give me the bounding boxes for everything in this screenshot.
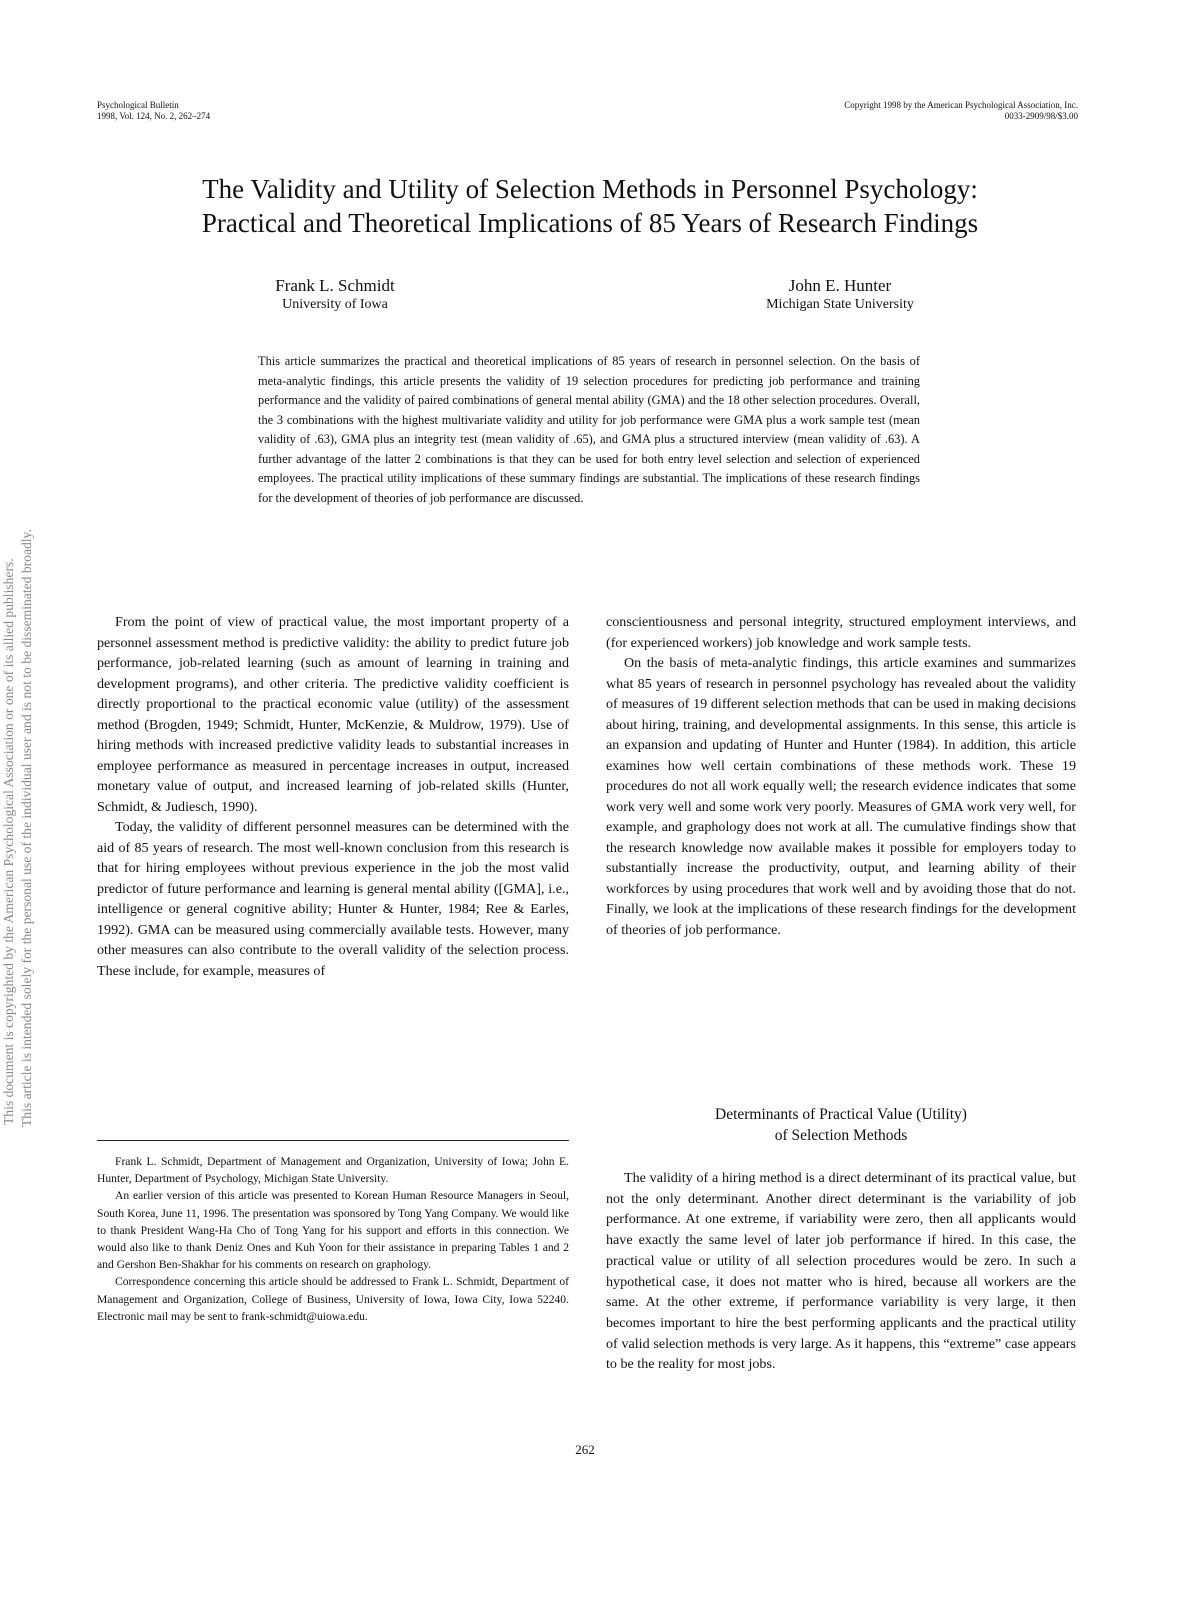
footnote-affiliations: Frank L. Schmidt, Department of Management and Organization, University of Iowa; John E. Hunter, Department of Psychology, Michigan State University. [97, 1155, 569, 1186]
section-heading-line-1: Determinants of Practical Value (Utility) [715, 1106, 967, 1123]
page-number: 262 [575, 1442, 595, 1457]
section-body [606, 1168, 1076, 1375]
footnote-acknowledgments: An earlier version of this article was presented to Korean Human Resource Managers in Seoul, South Korea, June 11, 1996. The presentation was sponsored by Tong Yang Company. We would like to thank President Wang-Ha Cho of Tong Yang for his support and efforts in this connection. We would also like to thank Deniz Ones and Kuh Yoon for their assistance in preparing Tables 1 and 2 and Gershon Ben-Shakhar for his comments on research on graphology. [97, 1189, 569, 1272]
body-paragraph: On the basis of meta-analytic findings, this article examines and summarizes what 85 years of research in personnel psychology has revealed about the validity of measures of 19 different selection methods that can be used in making decisions about hiring, training, and developmental assignments. In this sense, this article is an expansion and updating of Hunter and Hunter (1984). In addition, this article examines how well certain combinations of these methods work. These 19 procedures do not all work equally well; the research evidence indicates that some work very well and some work very poorly. Measures of GMA work very well, for example, and graphology does not work at all. The cumulative findings show that the research knowledge now available makes it possible for employers today to substantially increase the productivity, output, and learning ability of their workforces by using procedures that work well and by avoiding those that do not. Finally, we look at the implications of these research findings for the development of theories of job performance. [606, 655, 1076, 938]
footnote-divider [97, 1140, 569, 1141]
running-header-right [844, 100, 1078, 122]
author-name: John E. Hunter [788, 276, 892, 295]
copyright-side-notice [0, 0, 40, 1599]
footnotes [97, 1153, 569, 1325]
article-code: 0033-2909/98/$3.00 [1004, 111, 1078, 121]
author-name: Frank L. Schmidt [275, 276, 395, 295]
running-header-left [97, 100, 210, 122]
copyright-line: Copyright 1998 by the American Psychological Association, Inc. [844, 100, 1078, 110]
author-block-2 [735, 275, 945, 314]
title-line-2: Practical and Theoretical Implications of 85 Years of Research Findings [201, 208, 979, 238]
body-column-right [606, 612, 1076, 940]
body-paragraph: Today, the validity of different personnel measures can be determined with the aid of 85 years of research. The most well-known conclusion from this research is that for hiring employees without previous experience in the job the most valid predictor of future performance and learning is general mental ability ([GMA], i.e., intelligence or general cognitive ability; Hunter & Hunter, 1984; Ree & Earles, 1992). GMA can be measured using commercially available tests. However, many other measures can also contribute to the overall validity of the selection process. These include, for example, measures of [97, 819, 569, 979]
abstract: This article summarizes the practical and theoretical implications of 85 years of research in personnel selection. On the basis of meta-analytic findings, this article presents the validity of 19 selection procedures for predicting job performance and training performance and the validity of paired combinations of general mental ability (GMA) and the 18 other selection procedures. Overall, the 3 combinations with the highest multivariate validity and utility for job performance were GMA plus a work sample test (mean validity of .63), GMA plus an integrity test (mean validity of .65), and GMA plus a structured interview (mean validity of .63). A further advantage of the latter 2 combinations is that they can be used for both entry level selection and selection of experienced employees. The practical utility implications of these summary findings are substantial. The implications of these research findings for the development of theories of job performance are discussed. [258, 354, 920, 505]
title-line-1: The Validity and Utility of Selection Methods in Personnel Psychology: [202, 174, 978, 204]
body-column-left [97, 612, 569, 981]
journal-citation: 1998, Vol. 124, No. 2, 262–274 [97, 111, 211, 121]
body-paragraph: The validity of a hiring method is a direct determinant of its practical value, but not the only determinant. Another direct determinant is the variability of job performance. At one extreme, if variability were zero, then all applicants would have exactly the same level of later job performance if hired. In this case, the practical value or utility of all selection procedures would be zero. In such a hypothetical case, it does not matter who is hired, because all workers are the same. At the other extreme, if performance variability is very large, it then becomes important to hire the best performing applicants and the practical utility of valid selection methods is very large. As it happens, this “extreme” case appears to be the reality for most jobs. [606, 1170, 1076, 1373]
body-paragraph: From the point of view of practical value, the most important property of a personnel assessment method is predictive validity: the ability to predict future job performance, job-related learning (such as amount of learning in training and development programs), and other criteria. The predictive validity coefficient is directly proportional to the practical economic value (utility) of the assessment method (Brogden, 1949; Schmidt, Hunter, McKenzie, & Muldrow, 1979). Use of hiring methods with increased predictive validity leads to substantial increases in employee performance as measured in percentage increases in output, increased monetary value of output, and increased learning of job-related skills (Hunter, Schmidt, & Judiesch, 1990). [97, 614, 569, 815]
section-heading [606, 1104, 1076, 1146]
author-affiliation: University of Iowa [282, 297, 388, 312]
body-paragraph: conscientiousness and personal integrity, structured employment interviews, and (for experienced workers) job knowledge and work sample tests. [606, 614, 1076, 651]
side-notice-line-2: This article is intended solely for the personal use of the individual user and is not to be disseminated broadly. [19, 529, 34, 1127]
author-block-1 [250, 275, 420, 314]
author-affiliation: Michigan State University [766, 297, 914, 312]
journal-name: Psychological Bulletin [97, 100, 179, 110]
article-title [90, 172, 1090, 240]
footnote-correspondence: Correspondence concerning this article should be addressed to Frank L. Schmidt, Department of Management and Organization, College of Business, University of Iowa, Iowa City, Iowa 52240. Electronic mail may be sent to frank-schmidt@uiowa.edu. [97, 1275, 569, 1323]
side-notice-line-1: This document is copyrighted by the American Psychological Association or one of its allied publishers. [1, 558, 16, 1125]
section-heading-line-2: of Selection Methods [774, 1127, 908, 1144]
